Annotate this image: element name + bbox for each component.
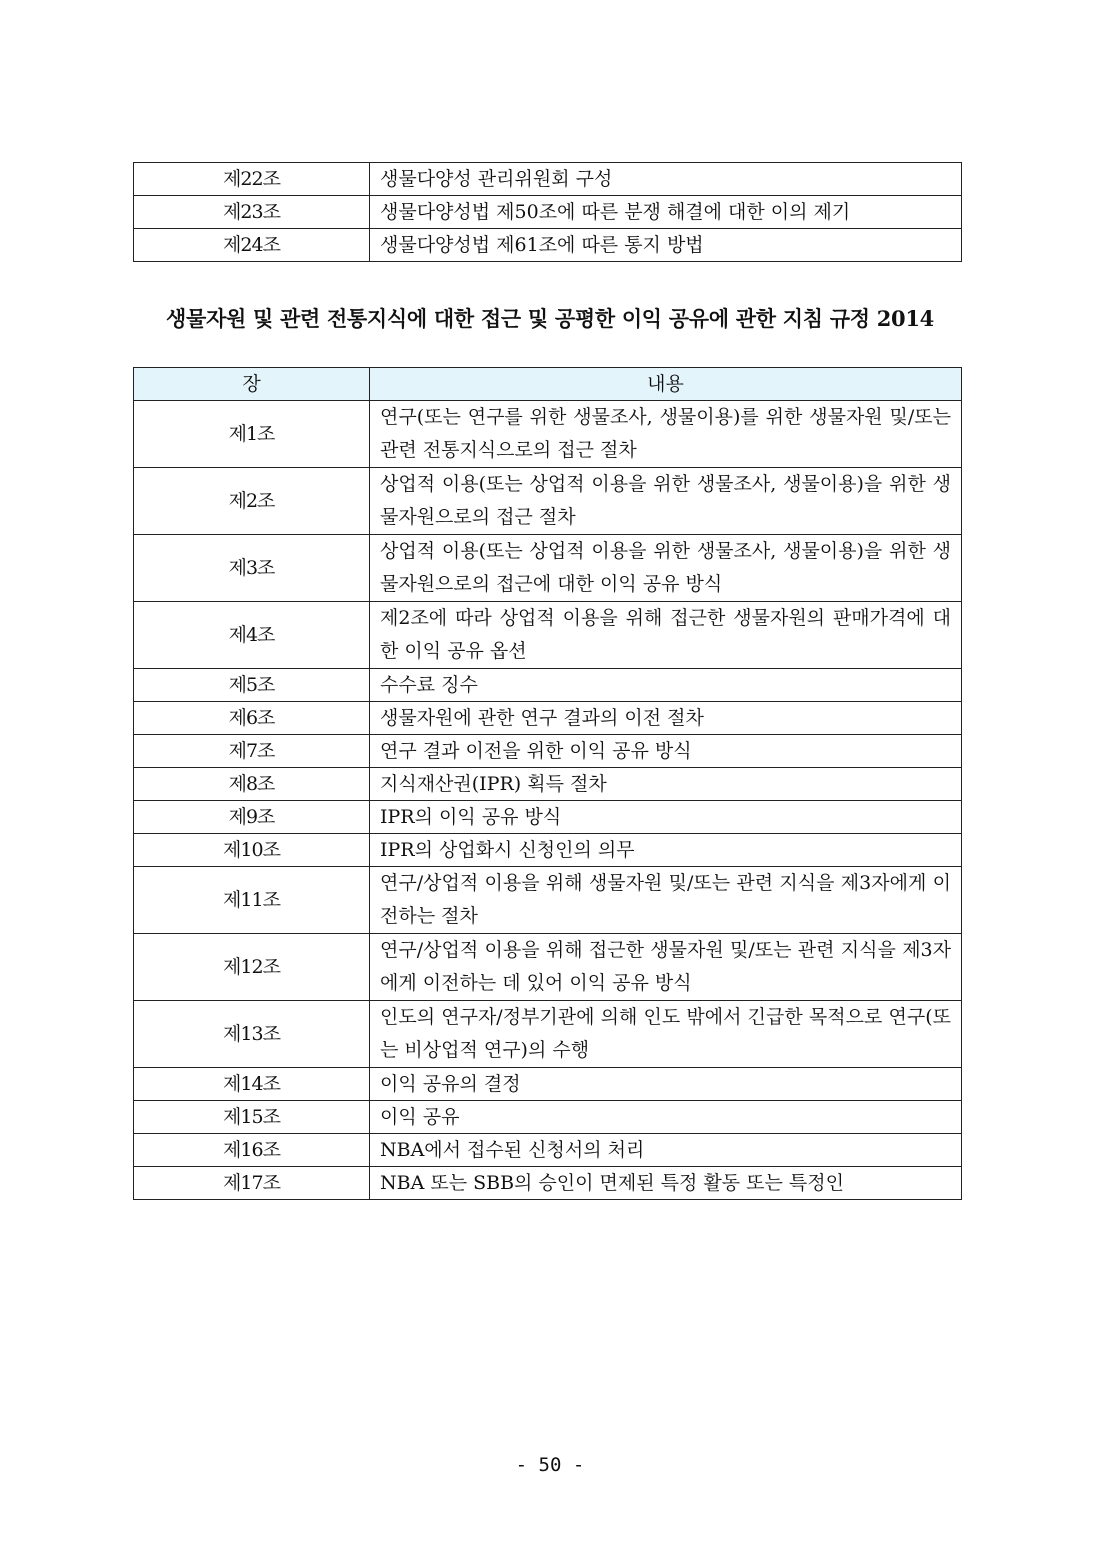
article-content-cell: 수수료 징수 bbox=[370, 669, 962, 702]
article-content-cell: 이익 공유의 결정 bbox=[370, 1068, 962, 1101]
table-row bbox=[134, 163, 962, 196]
table-row bbox=[134, 801, 962, 834]
article-content-cell: IPR의 이익 공유 방식 bbox=[370, 801, 962, 834]
table-row bbox=[134, 1001, 962, 1068]
article-content-cell: 연구 결과 이전을 위한 이익 공유 방식 bbox=[370, 735, 962, 768]
table-row bbox=[134, 1167, 962, 1200]
article-content-cell: 생물다양성법 제50조에 따른 분쟁 해결에 대한 이의 제기 bbox=[370, 196, 962, 229]
article-number-cell: 제11조 bbox=[134, 867, 370, 934]
article-number-cell: 제16조 bbox=[134, 1134, 370, 1167]
article-content-cell: IPR의 상업화시 신청인의 의무 bbox=[370, 834, 962, 867]
table-row bbox=[134, 229, 962, 262]
article-content-cell: 생물자원에 관한 연구 결과의 이전 절차 bbox=[370, 702, 962, 735]
article-content-cell: 인도의 연구자/정부기관에 의해 인도 밖에서 긴급한 목적으로 연구(또는 비상업적 연구)의 수행 bbox=[370, 1001, 962, 1068]
article-number-cell: 제10조 bbox=[134, 834, 370, 867]
table-row bbox=[134, 735, 962, 768]
article-number-cell: 제2조 bbox=[134, 468, 370, 535]
article-number-cell: 제22조 bbox=[134, 163, 370, 196]
section-heading: 생물자원 및 관련 전통지식에 대한 접근 및 공평한 이익 공유에 관한 지침 규정 2014 bbox=[166, 306, 934, 331]
article-number-cell: 제24조 bbox=[134, 229, 370, 262]
article-content-cell: 지식재산권(IPR) 획득 절차 bbox=[370, 768, 962, 801]
table-row bbox=[134, 196, 962, 229]
table-row bbox=[134, 1101, 962, 1134]
table-row bbox=[134, 468, 962, 535]
article-number-cell: 제4조 bbox=[134, 602, 370, 669]
page-number: - 50 - bbox=[515, 1454, 585, 1476]
article-content-cell: NBA 또는 SBB의 승인이 면제된 특정 활동 또는 특정인 bbox=[370, 1167, 962, 1200]
article-content-cell: 연구/상업적 이용을 위해 접근한 생물자원 및/또는 관련 지식을 제3자에게 이전하는 데 있어 이익 공유 방식 bbox=[370, 934, 962, 1001]
article-content-cell: 연구(또는 연구를 위한 생물조사, 생물이용)를 위한 생물자원 및/또는 관련 전통지식으로의 접근 절차 bbox=[370, 401, 962, 468]
table-row bbox=[134, 702, 962, 735]
table-row bbox=[134, 535, 962, 602]
article-number-cell: 제8조 bbox=[134, 768, 370, 801]
article-number-cell: 제5조 bbox=[134, 669, 370, 702]
article-number-cell: 제6조 bbox=[134, 702, 370, 735]
table-row bbox=[134, 1068, 962, 1101]
article-number-cell: 제13조 bbox=[134, 1001, 370, 1068]
article-content-cell: NBA에서 접수된 신청서의 처리 bbox=[370, 1134, 962, 1167]
table-row bbox=[134, 669, 962, 702]
regulation-articles-table bbox=[133, 367, 962, 1200]
table-header-row bbox=[134, 368, 962, 401]
table-row bbox=[134, 834, 962, 867]
table-row bbox=[134, 602, 962, 669]
column-header-article: 장 bbox=[134, 368, 370, 401]
article-number-cell: 제15조 bbox=[134, 1101, 370, 1134]
article-number-cell: 제17조 bbox=[134, 1167, 370, 1200]
article-number-cell: 제14조 bbox=[134, 1068, 370, 1101]
article-content-cell: 생물다양성법 제61조에 따른 통지 방법 bbox=[370, 229, 962, 262]
table-row bbox=[134, 1134, 962, 1167]
article-number-cell: 제7조 bbox=[134, 735, 370, 768]
articles-table-continued bbox=[133, 162, 962, 262]
table-row bbox=[134, 768, 962, 801]
table-row bbox=[134, 934, 962, 1001]
article-number-cell: 제9조 bbox=[134, 801, 370, 834]
article-number-cell: 제12조 bbox=[134, 934, 370, 1001]
article-content-cell: 상업적 이용(또는 상업적 이용을 위한 생물조사, 생물이용)을 위한 생물자원으로의 접근 절차 bbox=[370, 468, 962, 535]
table-row bbox=[134, 401, 962, 468]
article-content-cell: 제2조에 따라 상업적 이용을 위해 접근한 생물자원의 판매가격에 대한 이익 공유 옵션 bbox=[370, 602, 962, 669]
table-row bbox=[134, 867, 962, 934]
article-number-cell: 제23조 bbox=[134, 196, 370, 229]
column-header-content: 내용 bbox=[370, 368, 962, 401]
article-number-cell: 제3조 bbox=[134, 535, 370, 602]
article-content-cell: 상업적 이용(또는 상업적 이용을 위한 생물조사, 생물이용)을 위한 생물자원으로의 접근에 대한 이익 공유 방식 bbox=[370, 535, 962, 602]
article-content-cell: 연구/상업적 이용을 위해 생물자원 및/또는 관련 지식을 제3자에게 이전하는 절차 bbox=[370, 867, 962, 934]
article-content-cell: 생물다양성 관리위원회 구성 bbox=[370, 163, 962, 196]
article-number-cell: 제1조 bbox=[134, 401, 370, 468]
article-content-cell: 이익 공유 bbox=[370, 1101, 962, 1134]
